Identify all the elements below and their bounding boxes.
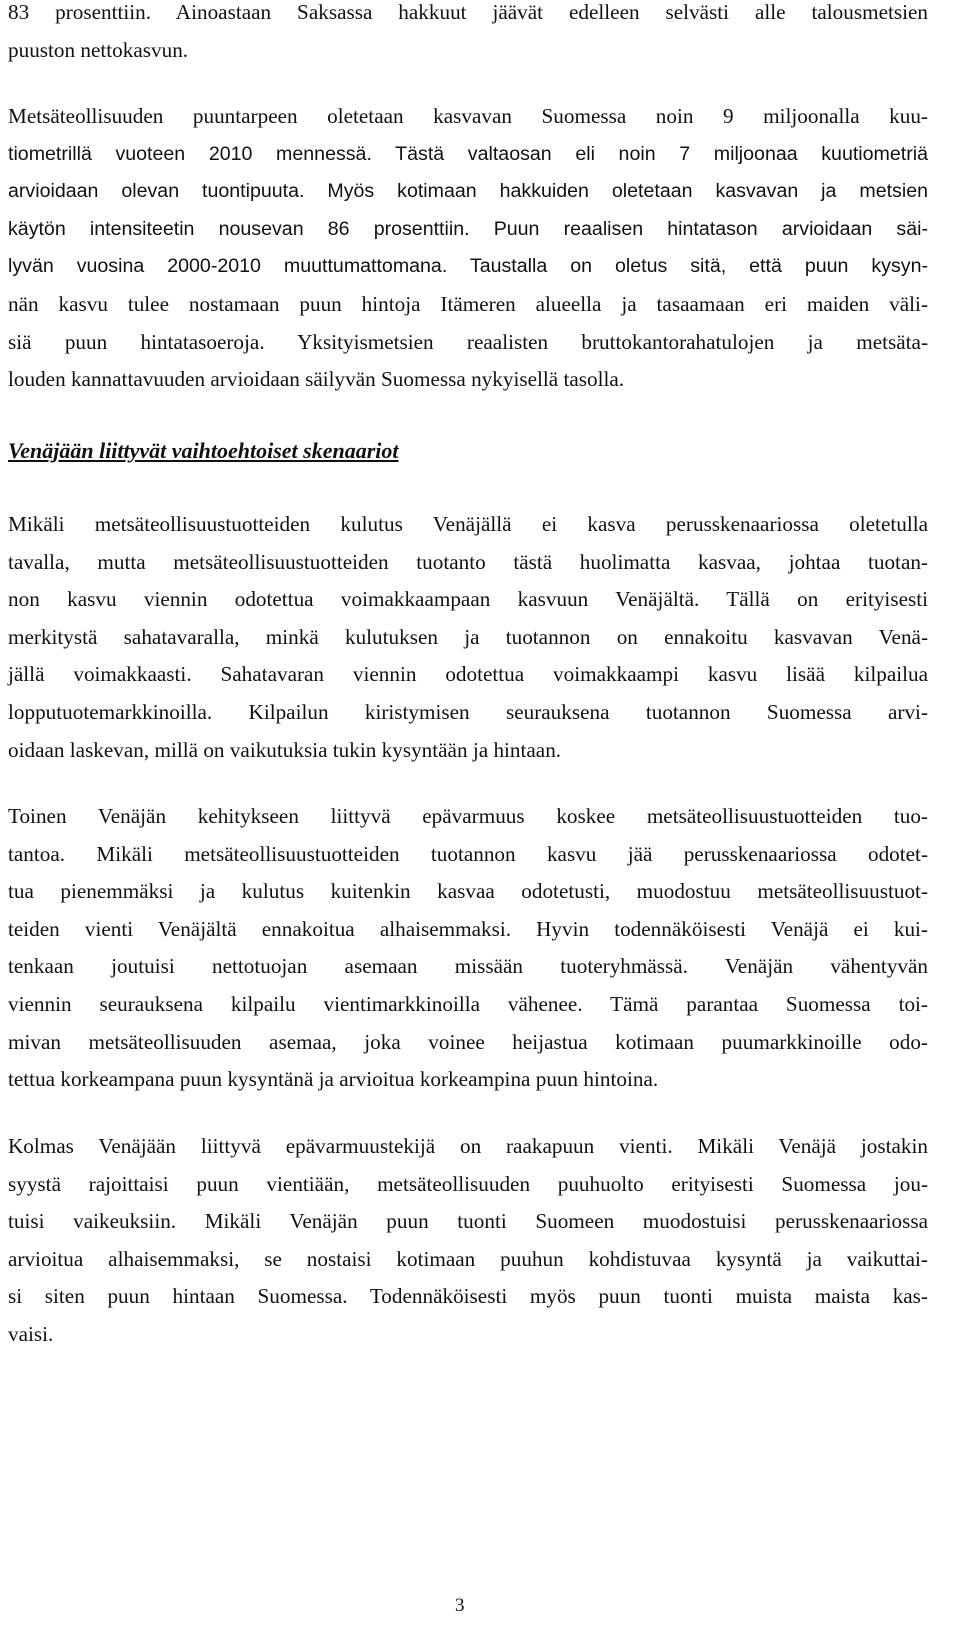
text-line: viennin seurauksena kilpailu vientimarkkinoilla vähenee. Tämä parantaa Suomessa toi-: [8, 991, 928, 1016]
text-line: lyvän vuosina 2000-2010 muuttumattomana. Taustalla on oletus sitä, että puun kysyn-: [8, 255, 928, 278]
text-line: teiden vienti Venäjältä ennakoitua alhaisemmaksi. Hyvin todennäköisesti Venäjä ei kui-: [8, 916, 928, 941]
section-heading: Venäjään liittyvät vaihtoehtoiset skenaariot: [8, 438, 399, 463]
text-line: tuisi vaikeuksiin. Mikäli Venäjän puun tuonti Suomeen muodostuisi perusskenaariossa: [8, 1209, 928, 1234]
text-line: jällä voimakkaasti. Sahatavaran viennin odotettua voimakkaampi kasvu lisää kilpailua: [8, 662, 928, 687]
text-line: Kolmas Venäjään liittyvä epävarmuustekijä on raakapuun vienti. Mikäli Venäjä jostakin: [8, 1134, 928, 1158]
text-line: tua pienemmäksi ja kulutus kuitenkin kasvaa odotetusti, muodostuu metsäteollisuustuot-: [8, 879, 928, 904]
text-line: mivan metsäteollisuuden asemaa, joka voinee heijastua kotimaan puumarkkinoille odo-: [8, 1029, 928, 1054]
page-number: 3: [455, 1595, 465, 1616]
russia-paragraph-2: [8, 798, 928, 1099]
text-line: merkitystä sahatavaralla, minkä kulutuksen ja tuotannon on ennakoitu kasvavan Venä-: [8, 624, 928, 649]
text-line: oidaan laskevan, millä on vaikutuksia tukin kysyntään ja hintaan.: [8, 737, 562, 762]
text-line: tenkaan joutuisi nettotuojan asemaan missään tuoteryhmässä. Venäjän vähentyvän: [8, 954, 928, 979]
text-line: 83 prosenttiin. Ainoastaan Saksassa hakkuut jäävät edelleen selvästi alle talousmetsien: [8, 0, 928, 24]
text-line: Toinen Venäjän kehitykseen liittyvä epävarmuus koskee metsäteollisuustuotteiden tuo-: [8, 804, 928, 828]
intro-paragraph: [8, 0, 928, 69]
text-line: siä puun hintatasoeroja. Yksityismetsien reaalisten bruttokantorahatulojen ja metsäta-: [8, 329, 928, 354]
russia-paragraph-3: [8, 1128, 928, 1354]
text-line: arvioidaan olevan tuontipuuta. Myös kotimaan hakkuiden oletetaan kasvavan ja metsien: [8, 180, 928, 203]
text-line: non kasvu viennin odotettua voimakkaampaan kasvuun Venäjältä. Tällä on erityisesti: [8, 587, 928, 612]
text-line: arvioitua alhaisemmaksi, se nostaisi kotimaan puuhun kohdistuvaa kysyntä ja vaikuttai-: [8, 1246, 928, 1271]
text-line: puuston nettokasvun.: [8, 37, 189, 62]
text-line: lopputuotemarkkinoilla. Kilpailun kiristymisen seurauksena tuotannon Suomessa arvi-: [8, 699, 928, 724]
text-line: Metsäteollisuuden puuntarpeen oletetaan kasvavan Suomessa noin 9 miljoonalla kuu-: [8, 104, 928, 128]
text-line: vaisi.: [8, 1321, 54, 1346]
text-line: käytön intensiteetin nousevan 86 prosenttiin. Puun reaalisen hintatason arvioidaan säi-: [8, 217, 928, 240]
finland-paragraph: [8, 98, 928, 399]
text-line: nän kasvu tulee nostamaan puun hintoja Itämeren alueella ja tasaamaan eri maiden väli-: [8, 291, 928, 316]
text-line: louden kannattavuuden arvioidaan säilyvän Suomessa nykyisellä tasolla.: [8, 367, 625, 392]
text-line: tantoa. Mikäli metsäteollisuustuotteiden tuotannon kasvu jää perusskenaariossa odotet-: [8, 841, 928, 866]
text-line: tettua korkeampana puun kysyntänä ja arvioitua korkeampina puun hintoina.: [8, 1067, 659, 1092]
russia-paragraph-1: [8, 506, 928, 769]
text-line: tavalla, mutta metsäteollisuustuotteiden tuotanto tästä huolimatta kasvaa, johtaa tuotan-: [8, 549, 928, 574]
text-line: si siten puun hintaan Suomessa. Todennäköisesti myös puun tuonti muista maista kas-: [8, 1284, 928, 1309]
text-line: tiometrillä vuoteen 2010 mennessä. Tästä valtaosan eli noin 7 miljoonaa kuutiometriä: [8, 142, 928, 165]
text-line: syystä rajoittaisi puun vientiään, metsäteollisuuden puuhuolto erityisesti Suomessa jou-: [8, 1171, 928, 1196]
text-line: Mikäli metsäteollisuustuotteiden kulutus Venäjällä ei kasva perusskenaariossa oletetulla: [8, 512, 928, 536]
